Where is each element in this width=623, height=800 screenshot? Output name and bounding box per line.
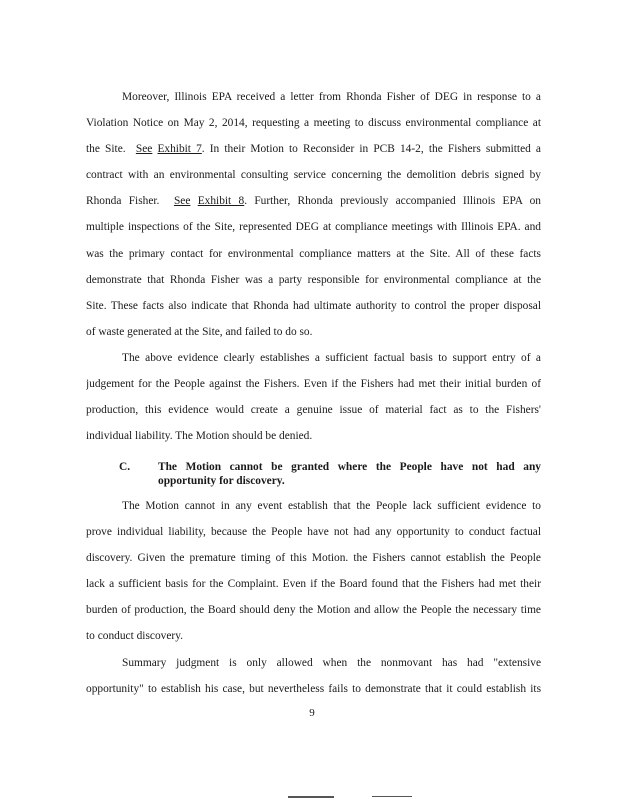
text-line: production, this evidence would create a genuine issue of material fact as to the Fishers' <box>86 404 541 417</box>
paragraph-4 <box>86 650 541 702</box>
text-line: prove individual liability, because the People have not had any opportunity to conduct factual <box>86 526 541 539</box>
see-signal: See <box>173 195 191 208</box>
section-heading-c <box>86 460 541 490</box>
text-line: judgement for the People against the Fishers. Even if the Fishers had met their initial burden of <box>86 378 541 391</box>
text-line: demonstrate that Rhonda Fisher was a party responsible for environmental compliance at the <box>86 273 541 286</box>
text-line: was the primary contact for environmental compliance matters at the Site. All of these facts <box>86 247 541 260</box>
scan-artifact <box>288 796 334 798</box>
heading-line: The Motion cannot be granted where the People have not had any <box>158 461 541 473</box>
text-line: burden of production, the Board should deny the Motion and allow the People the necessary time <box>86 604 541 617</box>
text-line: The above evidence clearly establishes a sufficient factual basis to support entry of a <box>122 352 541 364</box>
text-line: to conduct discovery. <box>86 630 184 643</box>
text-line: Site. These facts also indicate that Rhonda had ultimate authority to control the proper disposal <box>86 299 541 312</box>
paragraph-2 <box>86 345 541 449</box>
section-letter: C. <box>119 461 131 473</box>
page-number: 9 <box>309 707 315 719</box>
text-line <box>86 136 541 162</box>
paragraph-3 <box>86 493 541 650</box>
paragraph-1 <box>86 84 541 345</box>
scan-artifact <box>372 796 412 797</box>
section-title <box>158 460 541 488</box>
text-line: discovery. Given the premature timing of this Motion. the Fishers cannot establish the People <box>86 552 541 565</box>
text-line: opportunity" to establish his case, but nevertheless fails to demonstrate that it could establish its <box>86 683 541 696</box>
exhibit-7-reference: Exhibit 7 <box>157 143 202 156</box>
text-line <box>86 188 541 214</box>
text-line: Violation Notice on May 2, 2014, requesting a meeting to discuss environmental compliance at <box>86 117 541 130</box>
text-line: lack a sufficient basis for the Complaint. Even if the Board found that the Fishers had met their <box>86 578 541 591</box>
text-line: Moreover, Illinois EPA received a letter from Rhonda Fisher of DEG in response to a <box>122 91 541 103</box>
text-line: individual liability. The Motion should be denied. <box>86 430 313 443</box>
see-signal: See <box>135 143 153 156</box>
text-fragment: . In their Motion to Reconsider in PCB 14-2, the Fishers submitted a <box>201 143 541 156</box>
text-fragment: the Site. <box>86 143 126 156</box>
text-line: Summary judgment is only allowed when the nonmovant has had "extensive <box>122 657 541 669</box>
text-line: multiple inspections of the Site, represented DEG at compliance meetings with Illinois EPA. and <box>86 221 541 234</box>
text-fragment: . Further, Rhonda previously accompanied Illinois EPA on <box>244 195 541 208</box>
text-line: of waste generated at the Site, and failed to do so. <box>86 325 313 338</box>
text-line: contract with an environmental consulting service concerning the demolition debris signed by <box>86 169 541 182</box>
text-fragment: Rhonda Fisher. <box>86 195 160 208</box>
heading-line: opportunity for discovery. <box>158 475 285 487</box>
text-line: The Motion cannot in any event establish that the People lack sufficient evidence to <box>122 500 541 512</box>
exhibit-8-reference: Exhibit 8 <box>197 195 245 208</box>
